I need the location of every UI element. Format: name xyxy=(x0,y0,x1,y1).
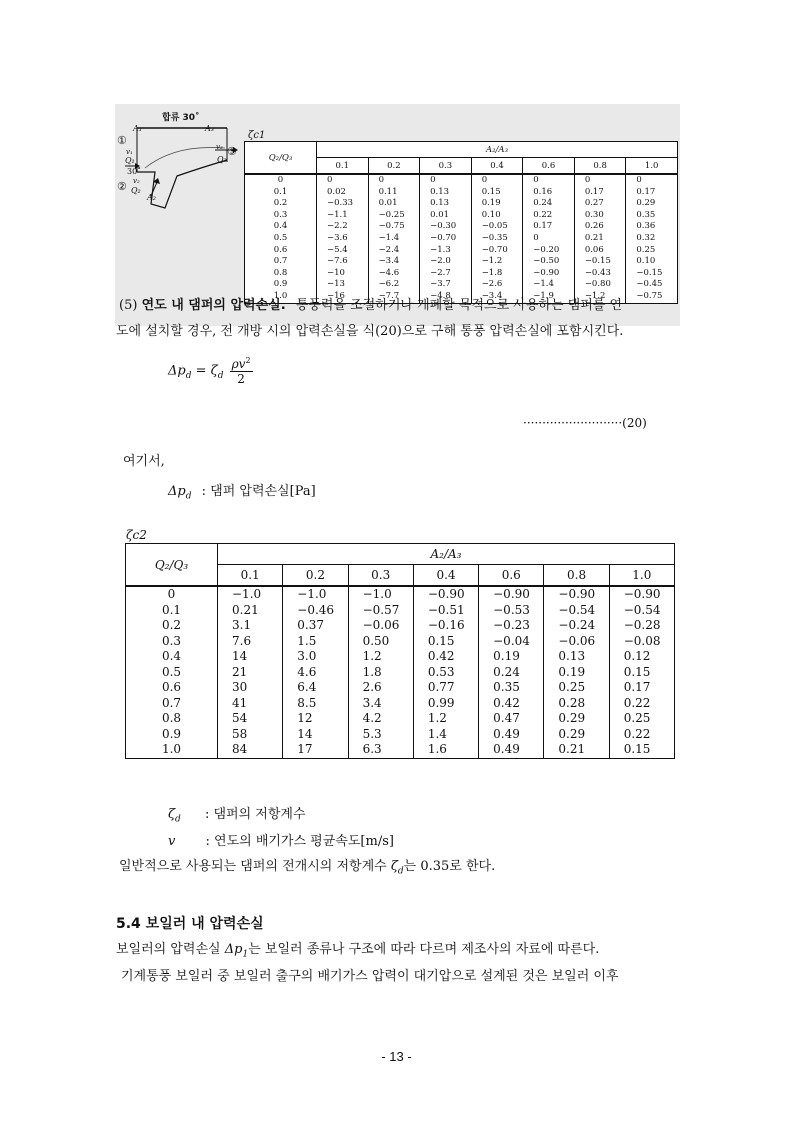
table-row xyxy=(245,210,678,222)
table-cell: 0.10 xyxy=(626,256,678,268)
table-cell: 0.25 xyxy=(609,711,674,727)
row-label: 0.6 xyxy=(126,680,218,696)
table1-col-header: 0.4 xyxy=(471,158,523,175)
table-row xyxy=(245,245,678,257)
table-cell: 0 xyxy=(523,233,575,245)
table-row xyxy=(126,603,675,619)
table-cell: −3.4 xyxy=(368,256,420,268)
table-cell: −0.50 xyxy=(523,256,575,268)
table-cell: 1.5 xyxy=(283,634,348,650)
table2-zeta-label: ζc2 xyxy=(126,528,147,542)
definition-zeta-sub: d xyxy=(175,814,181,825)
equation-lhs-sub: d xyxy=(185,371,192,382)
table-cell: 0.13 xyxy=(420,187,472,199)
table-cell: 0.26 xyxy=(574,221,626,233)
table1-zeta-label: ζc1 xyxy=(248,130,266,141)
table-cell: −0.24 xyxy=(544,618,609,634)
table-cell: 0.24 xyxy=(479,665,544,681)
table-cell: −3.4 xyxy=(471,291,523,303)
table-cell: 0.17 xyxy=(626,187,678,199)
table-cell: 0.22 xyxy=(523,210,575,222)
table-row xyxy=(245,174,678,187)
table-cell: −0.75 xyxy=(626,291,678,303)
table-cell: 0.29 xyxy=(544,711,609,727)
table1 xyxy=(244,141,678,304)
table-cell: −1.8 xyxy=(471,268,523,280)
table1-col-header: 0.6 xyxy=(523,158,575,175)
table-cell: −1.1 xyxy=(317,210,369,222)
equation-numerator-sup: 2 xyxy=(245,356,251,365)
table-cell: 41 xyxy=(218,696,283,712)
row-label: 1.0 xyxy=(126,742,218,758)
table-cell: −6.2 xyxy=(368,279,420,291)
table-cell: −4.8 xyxy=(420,291,472,303)
general-damper-note xyxy=(119,858,495,881)
table-cell: −2.7 xyxy=(420,268,472,280)
table-cell: 0.32 xyxy=(626,233,678,245)
row-label: 0.1 xyxy=(245,187,317,199)
table-cell: 12 xyxy=(283,711,348,727)
definition-dpd-symbol: Δp xyxy=(168,484,186,499)
table-cell: 1.2 xyxy=(413,711,478,727)
general-note-after: 는 0.35로 한다. xyxy=(403,859,496,874)
table-cell: −0.04 xyxy=(479,634,544,650)
equation-numerator xyxy=(230,356,253,372)
table-cell: 7.6 xyxy=(218,634,283,650)
row-label: 0.2 xyxy=(245,198,317,210)
table-cell: −0.45 xyxy=(626,279,678,291)
table-cell: −1.2 xyxy=(574,291,626,303)
table-cell: 0.17 xyxy=(609,680,674,696)
table-row xyxy=(126,586,675,603)
table-cell: 0.10 xyxy=(471,210,523,222)
table-cell: 0.02 xyxy=(317,187,369,199)
section54-line1-sub: 1 xyxy=(242,949,249,960)
label-v3: v₃ xyxy=(216,143,223,151)
table-row xyxy=(245,187,678,199)
table-cell: −0.53 xyxy=(479,603,544,619)
general-note-before: 일반적으로 사용되는 댐퍼의 전개시의 저항계수 xyxy=(119,859,387,874)
table-cell: 6.3 xyxy=(348,742,413,758)
table2-corner-header: Q₂/Q₃ xyxy=(126,544,218,587)
table-cell: 0.19 xyxy=(471,198,523,210)
table-cell: −1.3 xyxy=(420,245,472,257)
table-cell: 0.17 xyxy=(574,187,626,199)
table-cell: 0.35 xyxy=(626,210,678,222)
table-cell: −0.54 xyxy=(609,603,674,619)
table-cell: 0.24 xyxy=(523,198,575,210)
definition-zeta xyxy=(168,806,306,829)
table-row xyxy=(245,268,678,280)
where-label: 여기서, xyxy=(123,454,165,469)
table1-corner-header: Q₂/Q₃ xyxy=(245,142,317,175)
table-cell: 17 xyxy=(283,742,348,758)
table-cell: 0.21 xyxy=(544,742,609,758)
table-cell: 14 xyxy=(283,727,348,743)
table-cell: −0.54 xyxy=(544,603,609,619)
section5-line1 xyxy=(119,297,699,315)
definition-dpd-text: : 댐퍼 압력손실[Pa] xyxy=(201,484,316,499)
table-cell: −0.08 xyxy=(609,634,674,650)
row-label: 0.6 xyxy=(245,245,317,257)
table1-body xyxy=(245,174,678,303)
label-v1: v₁ xyxy=(126,148,133,156)
table-cell: −2.2 xyxy=(317,221,369,233)
table-cell: −0.90 xyxy=(523,268,575,280)
table-cell: 0 xyxy=(368,174,420,187)
table-cell: 0.13 xyxy=(420,198,472,210)
equation-numerator-text: ρv xyxy=(231,357,246,371)
table-cell: −1.0 xyxy=(348,586,413,603)
table-cell: −13 xyxy=(317,279,369,291)
table2-group-header: A₂/A₃ xyxy=(218,544,675,565)
section54-line1-before: 보일러의 압력손실 xyxy=(116,942,221,957)
table2-body xyxy=(126,586,675,758)
label-a2: A₂ xyxy=(147,193,156,202)
table-cell: 0.15 xyxy=(609,742,674,758)
table-cell: 0.15 xyxy=(609,665,674,681)
table-row xyxy=(126,711,675,727)
row-label: 0.4 xyxy=(245,221,317,233)
table-cell: −10 xyxy=(317,268,369,280)
equation-fraction xyxy=(230,356,253,386)
table-cell: −0.90 xyxy=(479,586,544,603)
row-label: 0 xyxy=(126,586,218,603)
table-cell: −0.06 xyxy=(348,618,413,634)
table-cell: −1.2 xyxy=(471,256,523,268)
table1-col-header: 0.1 xyxy=(317,158,369,175)
table-cell: −4.6 xyxy=(368,268,420,280)
table-cell: −0.05 xyxy=(471,221,523,233)
table-cell: 0.49 xyxy=(479,742,544,758)
table-cell: 8.5 xyxy=(283,696,348,712)
table1-col-header: 1.0 xyxy=(626,158,678,175)
label-q2: Q₂ xyxy=(131,186,141,195)
definition-v xyxy=(168,833,394,851)
table-cell: −0.20 xyxy=(523,245,575,257)
table-cell: 0.77 xyxy=(413,680,478,696)
definition-v-text: : 연도의 배기가스 평균속도[m/s] xyxy=(205,834,394,849)
table-cell: 3.0 xyxy=(283,649,348,665)
table-cell: 0.19 xyxy=(544,665,609,681)
table-cell: 0.13 xyxy=(544,649,609,665)
row-label: 0.7 xyxy=(126,696,218,712)
table-row xyxy=(245,221,678,233)
table-cell: −7.7 xyxy=(368,291,420,303)
table-cell: −1.9 xyxy=(523,291,575,303)
table-row xyxy=(126,696,675,712)
table-cell: 0.29 xyxy=(626,198,678,210)
table-cell: 0.12 xyxy=(609,649,674,665)
table-cell: 0.22 xyxy=(609,696,674,712)
table-cell: 2.6 xyxy=(348,680,413,696)
table-cell: −0.30 xyxy=(420,221,472,233)
table-cell: 1.4 xyxy=(413,727,478,743)
table-cell: −0.51 xyxy=(413,603,478,619)
table-cell: 58 xyxy=(218,727,283,743)
table-cell: 4.2 xyxy=(348,711,413,727)
table-cell: 0 xyxy=(626,174,678,187)
table-cell: −1.0 xyxy=(283,586,348,603)
row-label: 0.3 xyxy=(245,210,317,222)
table-cell: 0.27 xyxy=(574,198,626,210)
label-a1: A₁ xyxy=(133,124,142,133)
table-cell: 0.19 xyxy=(479,649,544,665)
row-label: 0.5 xyxy=(126,665,218,681)
table-row xyxy=(126,680,675,696)
table-cell: 0 xyxy=(523,174,575,187)
table-cell: 0 xyxy=(420,174,472,187)
table-cell: −0.75 xyxy=(368,221,420,233)
table-cell: 0.01 xyxy=(420,210,472,222)
table-cell: 0.22 xyxy=(609,727,674,743)
flow-line xyxy=(145,147,225,168)
section54-heading: 5.4 보일러 내 압력손실 xyxy=(116,916,264,932)
table-cell: 14 xyxy=(218,649,283,665)
table1-col-header: 0.2 xyxy=(368,158,420,175)
table-cell: 21 xyxy=(218,665,283,681)
table-cell: −0.57 xyxy=(348,603,413,619)
table-cell: 1.6 xyxy=(413,742,478,758)
table2-col-header: 0.3 xyxy=(348,565,413,587)
figure-title: 합류 30˚ xyxy=(162,113,200,123)
section54-line1-symbol: Δp xyxy=(224,942,243,957)
table-cell: 0 xyxy=(574,174,626,187)
row-label: 0.1 xyxy=(126,603,218,619)
section54-line2: 기계통풍 보일러 중 보일러 출구의 배기가스 압력이 대기압으로 설계된 것은 보일러 이후 xyxy=(121,969,619,984)
table-cell: 0.99 xyxy=(413,696,478,712)
row-label: 0.3 xyxy=(126,634,218,650)
general-note-symbol: ζ xyxy=(390,859,398,874)
table-cell: −2.4 xyxy=(368,245,420,257)
table-cell: 0 xyxy=(471,174,523,187)
table1-col-header: 0.8 xyxy=(574,158,626,175)
table-cell: 0.15 xyxy=(471,187,523,199)
table-row xyxy=(245,256,678,268)
section54-line1 xyxy=(116,941,599,964)
outlet-3-marker: ③ xyxy=(227,145,237,158)
inlet-2-marker: ② xyxy=(117,180,127,193)
table-cell: 0 xyxy=(317,174,369,187)
table-cell: 0.15 xyxy=(413,634,478,650)
table-cell: 0.25 xyxy=(626,245,678,257)
section5-line2: 도에 설치할 경우, 전 개방 시의 압력손실을 식(20)으로 구해 통풍 압력손실에 포함시킨다. xyxy=(116,324,624,339)
table-row xyxy=(126,727,675,743)
table-cell: 0.50 xyxy=(348,634,413,650)
section5-text1: 통풍력을 조절하거나 개폐할 목적으로 사용하는 댐퍼를 연 xyxy=(295,298,622,313)
table-cell: 4.6 xyxy=(283,665,348,681)
table-cell: −0.90 xyxy=(544,586,609,603)
page-number: - 13 - xyxy=(381,1049,412,1064)
table-row xyxy=(126,634,675,650)
table-cell: 0.49 xyxy=(479,727,544,743)
table-cell: −0.90 xyxy=(609,586,674,603)
table-cell: −0.33 xyxy=(317,198,369,210)
table-cell: −2.6 xyxy=(471,279,523,291)
table-cell: 0.30 xyxy=(574,210,626,222)
table-cell: −0.15 xyxy=(574,256,626,268)
table-cell: 0.21 xyxy=(574,233,626,245)
table-cell: −7.6 xyxy=(317,256,369,268)
table-cell: 0.42 xyxy=(479,696,544,712)
table-cell: −0.70 xyxy=(471,245,523,257)
label-q1: Q₁ xyxy=(125,156,135,165)
table2-col-header: 1.0 xyxy=(609,565,674,587)
row-label: 0.5 xyxy=(245,233,317,245)
table-cell: 0.25 xyxy=(544,680,609,696)
table2-col-header: 0.4 xyxy=(413,565,478,587)
row-label: 0 xyxy=(245,174,317,187)
table-cell: 1.2 xyxy=(348,649,413,665)
inlet-1-marker: ① xyxy=(117,134,127,147)
equation-zeta: ζ xyxy=(210,363,218,379)
table-cell: 0.29 xyxy=(544,727,609,743)
table-cell: 0.36 xyxy=(626,221,678,233)
definition-zeta-text: : 댐퍼의 저항계수 xyxy=(204,807,306,822)
table-cell: −16 xyxy=(317,291,369,303)
row-label: 0.8 xyxy=(245,268,317,280)
table-row xyxy=(126,665,675,681)
row-label: 0.7 xyxy=(245,256,317,268)
row-label: 0.9 xyxy=(126,727,218,743)
table-cell: −3.6 xyxy=(317,233,369,245)
table2-col-header: 0.2 xyxy=(283,565,348,587)
table-cell: −0.16 xyxy=(413,618,478,634)
table-cell: −0.43 xyxy=(574,268,626,280)
equation-zeta-sub: d xyxy=(217,371,224,382)
row-label: 0.2 xyxy=(126,618,218,634)
table-cell: −0.23 xyxy=(479,618,544,634)
section5-number: (5) xyxy=(119,298,138,313)
definition-dpd-sub: d xyxy=(185,491,192,502)
table-cell: 54 xyxy=(218,711,283,727)
table-cell: 30 xyxy=(218,680,283,696)
table-cell: −0.06 xyxy=(544,634,609,650)
table-cell: 0.01 xyxy=(368,198,420,210)
equation-equals: = xyxy=(195,363,207,379)
label-angle: 30˚ xyxy=(127,167,142,176)
table-cell: −0.70 xyxy=(420,233,472,245)
equation-20 xyxy=(168,356,253,386)
table-cell: 0.16 xyxy=(523,187,575,199)
table-cell: 1.8 xyxy=(348,665,413,681)
table-cell: −0.90 xyxy=(413,586,478,603)
table-cell: −2.0 xyxy=(420,256,472,268)
table-cell: −1.4 xyxy=(523,279,575,291)
section54-line1-after: 는 보일러 종류나 구조에 따라 다르며 제조사의 자료에 따른다. xyxy=(248,942,600,957)
definition-dpd xyxy=(168,483,316,506)
table-cell: 0.47 xyxy=(479,711,544,727)
table-cell: 0.42 xyxy=(413,649,478,665)
table-row xyxy=(126,649,675,665)
table-cell: 5.3 xyxy=(348,727,413,743)
table-cell: −0.25 xyxy=(368,210,420,222)
equation-denominator: 2 xyxy=(237,372,245,386)
table-cell: 84 xyxy=(218,742,283,758)
row-label: 0.9 xyxy=(245,279,317,291)
table-cell: −0.28 xyxy=(609,618,674,634)
table-cell: −0.46 xyxy=(283,603,348,619)
table-cell: −0.35 xyxy=(471,233,523,245)
label-q3: Q₃ xyxy=(217,155,227,164)
table-cell: 0.06 xyxy=(574,245,626,257)
table1-col-header: 0.3 xyxy=(420,158,472,175)
table-cell: 3.4 xyxy=(348,696,413,712)
table-cell: 0.37 xyxy=(283,618,348,634)
equation-lhs: Δp xyxy=(168,363,186,379)
table-cell: 0.35 xyxy=(479,680,544,696)
row-label: 0.8 xyxy=(126,711,218,727)
table-cell: −5.4 xyxy=(317,245,369,257)
table-row xyxy=(126,742,675,758)
definition-v-symbol: v xyxy=(168,834,176,849)
row-label: 1.0 xyxy=(245,291,317,303)
label-v2: v₂ xyxy=(133,177,140,185)
table-row xyxy=(245,279,678,291)
definition-zeta-symbol: ζ xyxy=(168,807,176,822)
table1-group-header: A₂/A₃ xyxy=(317,142,678,158)
table2-col-header: 0.8 xyxy=(544,565,609,587)
general-note-sub: d xyxy=(397,866,404,877)
row-label: 0.4 xyxy=(126,649,218,665)
table-cell: −0.80 xyxy=(574,279,626,291)
table-row xyxy=(126,618,675,634)
table-cell: 3.1 xyxy=(218,618,283,634)
table-cell: −1.0 xyxy=(218,586,283,603)
table2 xyxy=(125,543,675,759)
table-cell: −3.7 xyxy=(420,279,472,291)
table2-col-header: 0.1 xyxy=(218,565,283,587)
table-cell: −1.4 xyxy=(368,233,420,245)
table-cell: 0.17 xyxy=(523,221,575,233)
label-a3: A₃ xyxy=(205,124,214,133)
table-cell: 0.28 xyxy=(544,696,609,712)
table2-col-header: 0.6 xyxy=(479,565,544,587)
section5-title: 연도 내 댐퍼의 압력손실. xyxy=(141,298,286,313)
table-row xyxy=(245,233,678,245)
table-cell: 0.53 xyxy=(413,665,478,681)
table-row xyxy=(245,198,678,210)
table-cell: 0.21 xyxy=(218,603,283,619)
equation-number: ··························(20) xyxy=(523,416,647,430)
table-cell: 0.11 xyxy=(368,187,420,199)
table-cell: −0.15 xyxy=(626,268,678,280)
table-cell: 6.4 xyxy=(283,680,348,696)
